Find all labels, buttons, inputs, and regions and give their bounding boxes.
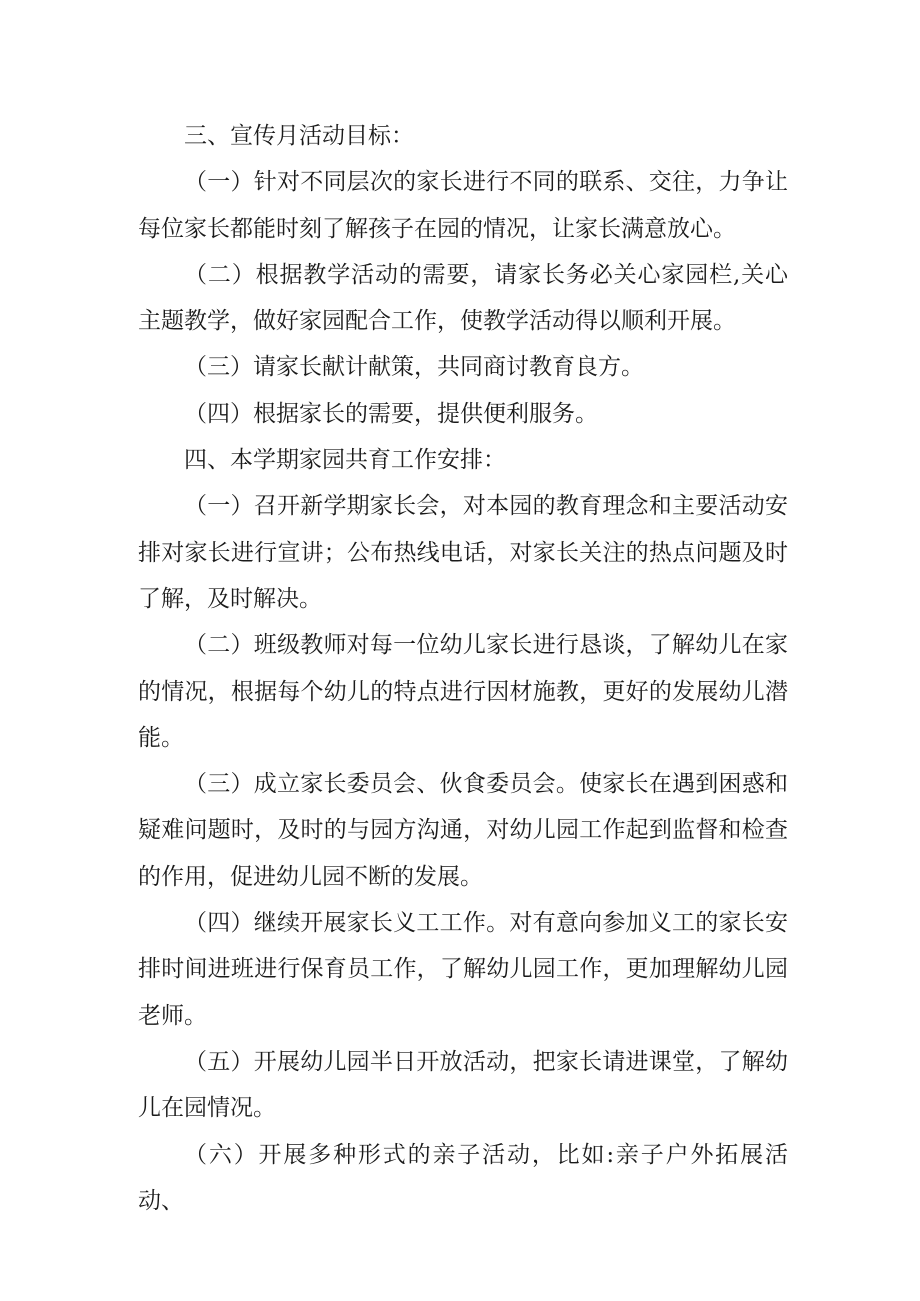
plan-item-2: （二）班级教师对每一位幼儿家长进行恳谈，了解幼儿在家的情况，根据每个幼儿的特点进行因材施教，更好的发展幼儿潜能。 <box>138 632 788 751</box>
plan-item-1: （一）召开新学期家长会，对本园的教育理念和主要活动安排对家长进行宣讲；公布热线电话，对家长关注的热点问题及时了解，及时解决。 <box>138 493 788 612</box>
section-heading-4: 四、本学期家园共育工作安排： <box>184 447 506 474</box>
section-heading-3: 三、宣传月活动目标： <box>184 123 414 149</box>
goal-item-4: （四）根据家长的需要，提供便利服务。 <box>184 400 598 427</box>
plan-item-3: （三）成立家长委员会、伙食委员会。使家长在遇到困惑和疑难问题时，及时的与园方沟通，对幼儿园工作起到监督和检查的作用，促进幼儿园不断的发展。 <box>138 771 788 890</box>
goal-item-2: （二）根据教学活动的需要，请家长务必关心家园栏,关心主题教学，做好家园配合工作，使教学活动得以顺利开展。 <box>138 261 788 335</box>
goal-item-3: （三）请家长献计献策，共同商讨教育良方。 <box>184 354 644 381</box>
goal-item-1: （一）针对不同层次的家长进行不同的联系、交往，力争让每位家长都能时刻了解孩子在园的情况，让家长满意放心。 <box>138 169 788 242</box>
plan-item-5: （五）开展幼儿园半日开放活动，把家长请进课堂，了解幼儿在园情况。 <box>138 1048 788 1122</box>
plan-item-4: （四）继续开展家长义工工作。对有意向参加义工的家长安排时间进班进行保育员工作，了解幼儿园工作，更加理解幼儿园老师。 <box>138 910 788 1029</box>
plan-item-6: （六）开展多种形式的亲子活动，比如:亲子户外拓展活动、 <box>138 1141 788 1214</box>
document-body <box>138 113 788 1224</box>
